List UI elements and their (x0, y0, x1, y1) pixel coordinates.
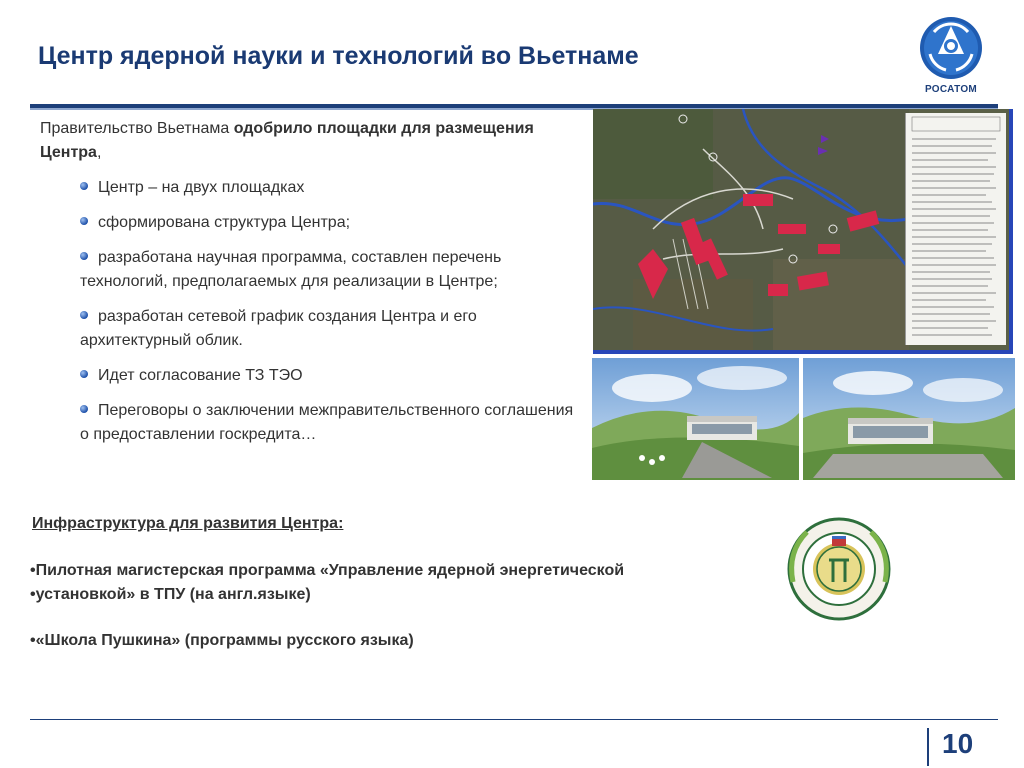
infrastructure-item: •установкой» в ТПУ (на англ.языке) (30, 586, 311, 603)
intro-paragraph (40, 117, 580, 165)
page-number-separator (927, 728, 929, 766)
bullet-icon (80, 182, 88, 190)
rendering-image-2 (803, 358, 1015, 480)
infrastructure-heading: Инфраструктура для развития Центра: (32, 515, 344, 532)
list-item: Переговоры о заключении межправительственного соглашения о предоставлении госкредита… (80, 402, 574, 443)
bullet-list (80, 176, 585, 458)
bullet-icon (80, 311, 88, 319)
bullet-icon (80, 370, 88, 378)
page-title: Центр ядерной науки и технологий во Вьетнаме (38, 42, 639, 70)
architecture-rendering-1 (592, 358, 799, 480)
intro-suffix: , (96, 144, 102, 161)
list-item: разработана научная программа, составлен перечень технологий, предполагаемых для реализации в Центре; (80, 249, 502, 290)
list-item: Идет согласование ТЗ ТЭО (80, 364, 585, 388)
bullet-icon (80, 252, 88, 260)
intro-prefix: Правительство Вьетнама (40, 120, 234, 137)
infrastructure-item: •«Школа Пушкина» (программы русского языка) (30, 632, 414, 649)
tpu-university-logo-icon (777, 512, 901, 626)
map-legend (905, 113, 1006, 345)
infrastructure-item: •Пилотная магистерская программа «Управление ядерной энергетической (30, 562, 625, 579)
architecture-rendering-2 (803, 358, 1015, 480)
list-item: сформирована структура Центра; (80, 211, 585, 235)
bullet-icon (80, 217, 88, 225)
intro-bold: одобрило площадки для размещения Центра (40, 120, 534, 161)
site-plan-map (593, 109, 1013, 354)
site-plan-image (593, 109, 909, 350)
list-item: разработан сетевой график создания Центра и его архитектурный облик. (80, 308, 477, 349)
footer-divider (30, 719, 998, 720)
page-number: 10 (942, 728, 974, 759)
list-item: Центр – на двух площадках (80, 176, 585, 200)
logo-text: РОСАТОМ (924, 84, 978, 95)
legend-lines (906, 113, 1006, 345)
bullet-icon (80, 405, 88, 413)
rendering-image-1 (592, 358, 799, 480)
